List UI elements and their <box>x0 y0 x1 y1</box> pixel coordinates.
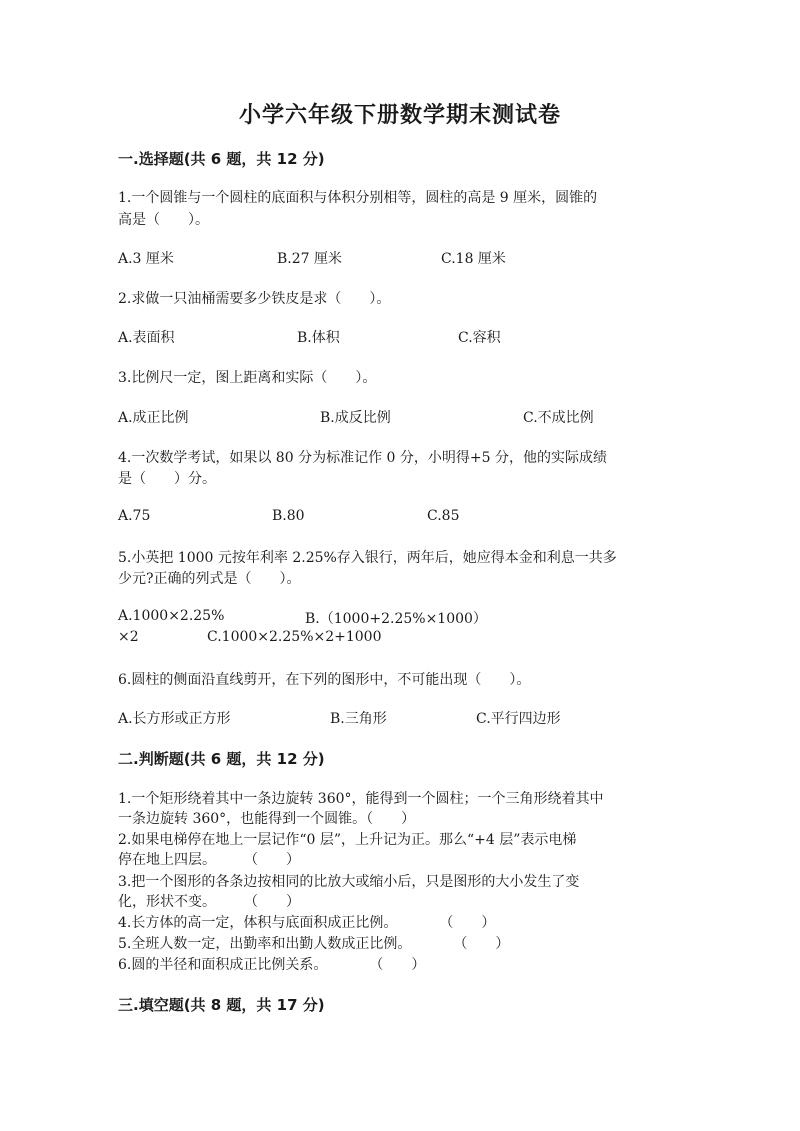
option-c: C.85 <box>427 508 460 524</box>
section-heading-fill-blank: 三.填空题(共 8 题，共 17 分) <box>118 996 325 1014</box>
option-a: A.1000×2.25% <box>118 608 225 624</box>
question-line: 2.求做一只油桶需要多少铁皮是求（ ）。 <box>118 291 391 307</box>
question-line: 1.一个圆锥与一个圆柱的底面积与体积分别相等，圆柱的高是 9 厘米，圆锥的 <box>118 190 598 206</box>
option-b: B.成反比例 <box>320 410 391 426</box>
option-a: A.表面积 <box>118 330 175 346</box>
judgment-line: 化，形状不变。 （ ） <box>118 894 300 910</box>
judgment-line: 4.长方体的高一定，体积与底面积成正比例。 （ ） <box>118 915 496 931</box>
option-a: A.75 <box>118 508 151 524</box>
judgment-line: 停在地上四层。 （ ） <box>118 852 300 868</box>
page-title: 小学六年级下册数学期末测试卷 <box>238 103 561 128</box>
option-a: A.长方形或正方形 <box>118 711 231 727</box>
option-b: B.体积 <box>297 330 340 346</box>
question-line: 是（ ）分。 <box>118 471 216 487</box>
option-c: C.平行四边形 <box>476 711 561 727</box>
option-b: B.（1000+2.25%×1000） <box>305 611 487 627</box>
judgment-line: 6.圆的半径和面积成正比例关系。 （ ） <box>118 957 426 973</box>
judgment-line: 一条边旋转 360°，也能得到一个圆锥。（ ） <box>118 811 416 827</box>
option-c: C.不成比例 <box>523 410 594 426</box>
option-c: C.18 厘米 <box>441 251 506 267</box>
question-line: 5.小英把 1000 元按年利率 2.25%存入银行，两年后，她应得本金和利息一共多 <box>118 550 617 566</box>
judgment-line: 1.一个矩形绕着其中一条边旋转 360°，能得到一个圆柱；一个三角形绕着其中 <box>118 791 604 807</box>
option-a: A.3 厘米 <box>118 251 174 267</box>
question-line: 3.比例尺一定，图上距离和实际（ ）。 <box>118 370 377 386</box>
judgment-line: 5.全班人数一定，出勤率和出勤人数成正比例。 （ ） <box>118 936 510 952</box>
option-c: C.容积 <box>458 330 501 346</box>
section-heading-judgment: 二.判断题(共 6 题，共 12 分) <box>118 750 325 768</box>
option-b: B.80 <box>272 508 305 524</box>
option-b: B.27 厘米 <box>277 251 343 267</box>
option-b-continued: ×2 <box>118 629 139 645</box>
judgment-line: 3.把一个图形的各条边按相同的比放大或缩小后，只是图形的大小发生了变 <box>118 874 580 890</box>
question-line: 6.圆柱的侧面沿直线剪开，在下列的图形中，不可能出现（ ）。 <box>118 672 531 688</box>
judgment-line: 2.如果电梯停在地上一层记作“0 层”，上升记为正。那么“+4 层”表示电梯 <box>118 832 577 848</box>
question-line: 4.一次数学考试，如果以 80 分为标准记作 0 分，小明得+5 分，他的实际成绩 <box>118 450 607 466</box>
option-a: A.成正比例 <box>118 410 189 426</box>
section-heading-choice: 一.选择题(共 6 题，共 12 分) <box>118 150 325 168</box>
question-line: 高是（ ）。 <box>118 212 209 228</box>
option-b: B.三角形 <box>330 711 387 727</box>
option-c: C.1000×2.25%×2+1000 <box>207 629 382 645</box>
question-line: 少元?正确的列式是（ ）。 <box>118 571 301 587</box>
